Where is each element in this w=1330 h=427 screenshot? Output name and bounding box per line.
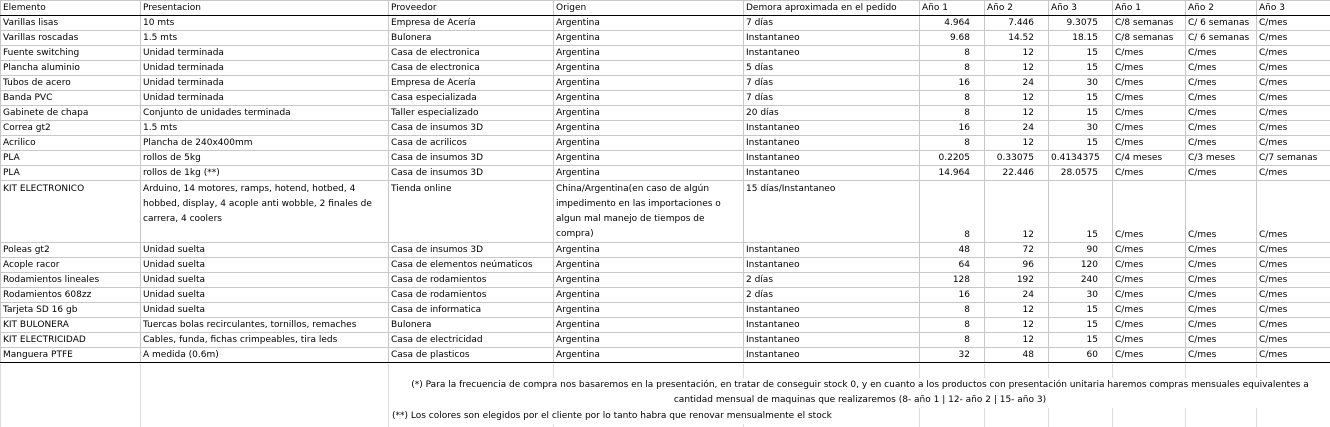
cell-freq-year1[interactable]: C/mes — [1113, 303, 1186, 318]
cell-qty-year2[interactable]: 7.446 — [985, 16, 1049, 31]
cell-qty-year3[interactable]: 15 — [1049, 46, 1113, 61]
cell-demora[interactable]: 15 días/Instantaneo — [744, 181, 920, 243]
cell-elemento[interactable]: Plancha aluminio — [1, 61, 141, 76]
cell-freq-year1[interactable]: C/mes — [1113, 243, 1186, 258]
cell-proveedor[interactable]: Tienda online — [389, 181, 554, 243]
cell-proveedor[interactable]: Casa de electricidad — [389, 333, 554, 348]
cell-proveedor[interactable]: Taller especializado — [389, 106, 554, 121]
cell-freq-year3[interactable]: C/mes — [1257, 106, 1330, 121]
header-cell[interactable]: Elemento — [1, 1, 141, 16]
cell-qty-year3[interactable]: 60 — [1049, 348, 1113, 363]
cell-elemento[interactable]: KIT ELECTRONICO — [1, 181, 141, 243]
cell-elemento[interactable]: Gabinete de chapa — [1, 106, 141, 121]
header-cell[interactable]: Año 3 — [1049, 1, 1113, 16]
cell-qty-year2[interactable]: 12 — [985, 61, 1049, 76]
cell-demora[interactable]: 7 días — [744, 16, 920, 31]
cell-presentacion[interactable]: 1.5 mts — [141, 31, 389, 46]
table-row — [1, 318, 1330, 333]
cell-origen[interactable]: Argentina — [554, 258, 744, 273]
table-row — [1, 31, 1330, 46]
cell-freq-year3[interactable]: C/mes — [1257, 16, 1330, 31]
cell-qty-year1[interactable]: 8 — [920, 106, 985, 121]
cell-qty-year1[interactable]: 16 — [920, 121, 985, 136]
cell-freq-year3[interactable]: C/mes — [1257, 166, 1330, 181]
cell-freq-year3[interactable]: C/mes — [1257, 348, 1330, 363]
cell-qty-year3[interactable]: 0.4134375 — [1049, 151, 1113, 166]
table-row — [1, 106, 1330, 121]
cell-origen[interactable]: Argentina — [554, 91, 744, 106]
cell-elemento[interactable]: Acople racor — [1, 258, 141, 273]
cell-freq-year2[interactable]: C/mes — [1186, 303, 1257, 318]
header-cell[interactable]: Año 1 — [1113, 1, 1186, 16]
cell-qty-year1[interactable]: 16 — [920, 76, 985, 91]
cell-freq-year3[interactable]: C/mes — [1257, 273, 1330, 288]
cell-presentacion[interactable]: Unidad terminada — [141, 76, 389, 91]
cell-origen[interactable]: Argentina — [554, 273, 744, 288]
cell-presentacion[interactable]: Cables, funda, fichas crimpeables, tira leds — [141, 333, 389, 348]
cell-freq-year2[interactable]: C/mes — [1186, 273, 1257, 288]
cell-freq-year3[interactable]: C/mes — [1257, 61, 1330, 76]
cell-freq-year2[interactable]: C/mes — [1186, 136, 1257, 151]
cell-elemento[interactable]: Rodamientos lineales — [1, 273, 141, 288]
cell-demora[interactable]: 7 días — [744, 91, 920, 106]
cell-freq-year1[interactable]: C/mes — [1113, 258, 1186, 273]
cell-origen[interactable]: Argentina — [554, 136, 744, 151]
footnote-purchase-frequency: (*) Para la frecuencia de compra nos basaremos en la presentación, en tratar de conseguir stock 0, y en cuanto a los productos con presentación unitaria haremos compras mensuales equivalentes a cantidad mensual de maquinas que realizaremos (8- año 1 | 12- año 2 | 15- año 3) — [395, 378, 1325, 408]
cell-origen[interactable]: Argentina — [554, 76, 744, 91]
cell-freq-year1[interactable]: C/mes — [1113, 273, 1186, 288]
cell-freq-year3[interactable]: C/mes — [1257, 181, 1330, 243]
table-row — [1, 333, 1330, 348]
cell-demora[interactable]: 2 días — [744, 288, 920, 303]
cell-presentacion[interactable]: Plancha de 240x400mm — [141, 136, 389, 151]
cell-proveedor[interactable]: Empresa de Acería — [389, 76, 554, 91]
cell-freq-year3[interactable]: C/mes — [1257, 243, 1330, 258]
cell-qty-year1[interactable]: 32 — [920, 348, 985, 363]
cell-freq-year2[interactable]: C/mes — [1186, 258, 1257, 273]
cell-qty-year3[interactable]: 30 — [1049, 76, 1113, 91]
cell-elemento[interactable]: Correa gt2 — [1, 121, 141, 136]
cell-freq-year3[interactable]: C/mes — [1257, 46, 1330, 61]
cell-presentacion[interactable]: Unidad terminada — [141, 91, 389, 106]
cell-demora[interactable]: Instantaneo — [744, 46, 920, 61]
cell-qty-year1[interactable]: 8 — [920, 318, 985, 333]
cell-freq-year2[interactable]: C/mes — [1186, 121, 1257, 136]
cell-proveedor[interactable]: Casa de insumos 3D — [389, 121, 554, 136]
cell-qty-year1[interactable]: 0.2205 — [920, 151, 985, 166]
cell-proveedor[interactable]: Casa de acrilicos — [389, 136, 554, 151]
cell-freq-year1[interactable]: C/mes — [1113, 166, 1186, 181]
table-row — [1, 121, 1330, 136]
cell-presentacion[interactable]: Tuercas bolas recirculantes, tornillos, remaches — [141, 318, 389, 333]
cell-qty-year1[interactable]: 16 — [920, 288, 985, 303]
cell-qty-year3[interactable]: 15 — [1049, 303, 1113, 318]
cell-qty-year2[interactable]: 96 — [985, 258, 1049, 273]
cell-freq-year3[interactable]: C/mes — [1257, 121, 1330, 136]
cell-freq-year1[interactable]: C/mes — [1113, 46, 1186, 61]
cell-qty-year3[interactable]: 15 — [1049, 136, 1113, 151]
cell-demora[interactable]: Instantaneo — [744, 318, 920, 333]
cell-elemento[interactable]: Tarjeta SD 16 gb — [1, 303, 141, 318]
cell-qty-year3[interactable]: 28.0575 — [1049, 166, 1113, 181]
cell-freq-year3[interactable]: C/mes — [1257, 258, 1330, 273]
cell-presentacion[interactable]: rollos de 1kg (**) — [141, 166, 389, 181]
cell-qty-year1[interactable]: 14.964 — [920, 166, 985, 181]
cell-qty-year1[interactable]: 8 — [920, 91, 985, 106]
cell-freq-year1[interactable]: C/8 semanas — [1113, 16, 1186, 31]
table-row — [1, 91, 1330, 106]
cell-qty-year3[interactable]: 15 — [1049, 318, 1113, 333]
cell-qty-year2[interactable]: 24 — [985, 288, 1049, 303]
footnote-colors: (**) Los colores son elegidos por el cliente por lo tanto habra que renovar mensualmente el stock — [392, 409, 832, 424]
cell-origen[interactable]: Argentina — [554, 303, 744, 318]
cell-elemento[interactable]: Rodamientos 608zz — [1, 288, 141, 303]
cell-origen[interactable]: Argentina — [554, 121, 744, 136]
cell-demora[interactable]: Instantaneo — [744, 31, 920, 46]
cell-origen[interactable]: Argentina — [554, 243, 744, 258]
cell-origen[interactable]: Argentina — [554, 31, 744, 46]
cell-freq-year2[interactable]: C/3 meses — [1186, 151, 1257, 166]
cell-proveedor[interactable]: Casa de plasticos — [389, 348, 554, 363]
header-cell[interactable]: Año 2 — [1186, 1, 1257, 16]
cell-freq-year3[interactable]: C/mes — [1257, 76, 1330, 91]
cell-qty-year3[interactable]: 18.15 — [1049, 31, 1113, 46]
cell-presentacion[interactable]: Unidad suelta — [141, 243, 389, 258]
cell-freq-year2[interactable]: C/ 6 semanas — [1186, 31, 1257, 46]
cell-qty-year1[interactable]: 8 — [920, 61, 985, 76]
cell-freq-year2[interactable]: C/mes — [1186, 46, 1257, 61]
cell-qty-year2[interactable]: 48 — [985, 348, 1049, 363]
cell-qty-year1[interactable]: 8 — [920, 303, 985, 318]
cell-qty-year3[interactable]: 9.3075 — [1049, 16, 1113, 31]
cell-freq-year3[interactable]: C/mes — [1257, 303, 1330, 318]
cell-freq-year3[interactable]: C/mes — [1257, 333, 1330, 348]
header-cell[interactable]: Año 2 — [985, 1, 1049, 16]
cell-elemento[interactable]: Varillas lisas — [1, 16, 141, 31]
table-body — [1, 1, 1330, 363]
cell-freq-year3[interactable]: C/mes — [1257, 91, 1330, 106]
cell-qty-year2[interactable]: 12 — [985, 136, 1049, 151]
cell-freq-year2[interactable]: C/mes — [1186, 106, 1257, 121]
table-row — [1, 76, 1330, 91]
cell-freq-year2[interactable]: C/mes — [1186, 76, 1257, 91]
cell-qty-year2[interactable]: 12 — [985, 303, 1049, 318]
cell-freq-year1[interactable]: C/mes — [1113, 76, 1186, 91]
table-row — [1, 136, 1330, 151]
cell-qty-year1[interactable]: 128 — [920, 273, 985, 288]
cell-proveedor[interactable]: Casa de rodamientos — [389, 273, 554, 288]
cell-elemento[interactable]: Acrilico — [1, 136, 141, 151]
cell-qty-year3[interactable]: 15 — [1049, 181, 1113, 243]
cell-presentacion[interactable]: Unidad suelta — [141, 273, 389, 288]
cell-qty-year1[interactable]: 8 — [920, 181, 985, 243]
cell-freq-year1[interactable]: C/mes — [1113, 91, 1186, 106]
cell-freq-year2[interactable]: C/mes — [1186, 61, 1257, 76]
cell-proveedor[interactable]: Casa de electronica — [389, 46, 554, 61]
cell-proveedor[interactable]: Casa de electronica — [389, 61, 554, 76]
cell-qty-year1[interactable]: 4.964 — [920, 16, 985, 31]
cell-elemento[interactable]: Poleas gt2 — [1, 243, 141, 258]
cell-qty-year2[interactable]: 12 — [985, 333, 1049, 348]
cell-qty-year2[interactable]: 12 — [985, 91, 1049, 106]
cell-qty-year2[interactable]: 12 — [985, 106, 1049, 121]
cell-freq-year3[interactable]: C/mes — [1257, 136, 1330, 151]
cell-qty-year2[interactable]: 0.33075 — [985, 151, 1049, 166]
cell-presentacion[interactable]: Unidad terminada — [141, 46, 389, 61]
cell-proveedor[interactable]: Bulonera — [389, 318, 554, 333]
cell-elemento[interactable]: Manguera PTFE — [1, 348, 141, 363]
cell-demora[interactable]: Instantaneo — [744, 151, 920, 166]
cell-presentacion[interactable]: 1.5 mts — [141, 121, 389, 136]
header-cell[interactable]: Año 3 — [1257, 1, 1330, 16]
cell-freq-year2[interactable]: C/mes — [1186, 288, 1257, 303]
cell-freq-year2[interactable]: C/mes — [1186, 333, 1257, 348]
cell-qty-year2[interactable]: 22.446 — [985, 166, 1049, 181]
cell-presentacion[interactable]: Unidad terminada — [141, 61, 389, 76]
cell-proveedor[interactable]: Casa de informatica — [389, 303, 554, 318]
cell-demora[interactable]: Instantaneo — [744, 121, 920, 136]
cell-freq-year1[interactable]: C/mes — [1113, 121, 1186, 136]
cell-freq-year1[interactable]: C/mes — [1113, 333, 1186, 348]
table-row — [1, 181, 1330, 243]
cell-qty-year2[interactable]: 72 — [985, 243, 1049, 258]
cell-origen[interactable]: Argentina — [554, 288, 744, 303]
cell-proveedor[interactable]: Casa especializada — [389, 91, 554, 106]
cell-qty-year3[interactable]: 15 — [1049, 106, 1113, 121]
cell-freq-year3[interactable]: C/7 semanas — [1257, 151, 1330, 166]
cell-freq-year1[interactable]: C/mes — [1113, 106, 1186, 121]
cell-proveedor[interactable]: Casa de insumos 3D — [389, 151, 554, 166]
cell-qty-year1[interactable]: 8 — [920, 333, 985, 348]
cell-freq-year1[interactable]: C/mes — [1113, 288, 1186, 303]
cell-origen[interactable]: Argentina — [554, 61, 744, 76]
cell-presentacion[interactable]: Conjunto de unidades terminada — [141, 106, 389, 121]
table-row — [1, 303, 1330, 318]
header-row — [1, 1, 1330, 16]
cell-origen[interactable]: China/Argentina(en caso de algún impedimento en las importaciones o algun mal manejo de tiempos de compra) — [554, 181, 744, 243]
cell-qty-year3[interactable]: 120 — [1049, 258, 1113, 273]
cell-elemento[interactable]: PLA — [1, 151, 141, 166]
cell-qty-year2[interactable]: 24 — [985, 76, 1049, 91]
cell-presentacion[interactable]: 10 mts — [141, 16, 389, 31]
cell-elemento[interactable]: Fuente switching — [1, 46, 141, 61]
cell-presentacion[interactable]: rollos de 5kg — [141, 151, 389, 166]
cell-proveedor[interactable]: Casa de insumos 3D — [389, 243, 554, 258]
cell-presentacion[interactable]: A medida (0.6m) — [141, 348, 389, 363]
table-row — [1, 61, 1330, 76]
header-cell[interactable]: Año 1 — [920, 1, 985, 16]
cell-elemento[interactable]: Varillas roscadas — [1, 31, 141, 46]
cell-qty-year3[interactable]: 15 — [1049, 333, 1113, 348]
cell-qty-year3[interactable]: 240 — [1049, 273, 1113, 288]
cell-presentacion[interactable]: Arduino, 14 motores, ramps, hotend, hotbed, 4 hobbed, display, 4 acople anti wobble, 2 finales de carrera, 4 coolers — [141, 181, 389, 243]
table-row — [1, 273, 1330, 288]
cell-freq-year2[interactable]: C/mes — [1186, 181, 1257, 243]
cell-elemento[interactable]: KIT BULONERA — [1, 318, 141, 333]
header-cell[interactable]: Proveedor — [389, 1, 554, 16]
header-cell[interactable]: Demora aproximada en el pedido — [744, 1, 920, 16]
cell-elemento[interactable]: Tubos de acero — [1, 76, 141, 91]
table-row — [1, 16, 1330, 31]
cell-origen[interactable]: Argentina — [554, 333, 744, 348]
cell-freq-year3[interactable]: C/mes — [1257, 318, 1330, 333]
cell-qty-year2[interactable]: 12 — [985, 318, 1049, 333]
cell-qty-year1[interactable]: 48 — [920, 243, 985, 258]
cell-qty-year2[interactable]: 12 — [985, 181, 1049, 243]
cell-proveedor[interactable]: Empresa de Acería — [389, 16, 554, 31]
cell-freq-year2[interactable]: C/mes — [1186, 243, 1257, 258]
cell-freq-year1[interactable]: C/mes — [1113, 318, 1186, 333]
cell-origen[interactable]: Argentina — [554, 318, 744, 333]
cell-demora[interactable]: Instantaneo — [744, 303, 920, 318]
cell-qty-year3[interactable]: 90 — [1049, 243, 1113, 258]
cell-elemento[interactable]: PLA — [1, 166, 141, 181]
table-row — [1, 166, 1330, 181]
cell-freq-year1[interactable]: C/mes — [1113, 61, 1186, 76]
cell-qty-year2[interactable]: 14.52 — [985, 31, 1049, 46]
cell-demora[interactable]: 5 días — [744, 61, 920, 76]
cell-demora[interactable]: 20 días — [744, 106, 920, 121]
table-row — [1, 258, 1330, 273]
cell-demora[interactable]: Instantaneo — [744, 348, 920, 363]
cell-presentacion[interactable]: Unidad suelta — [141, 288, 389, 303]
cell-freq-year3[interactable]: C/mes — [1257, 288, 1330, 303]
cell-qty-year2[interactable]: 24 — [985, 121, 1049, 136]
table-row — [1, 46, 1330, 61]
cell-demora[interactable]: Instantaneo — [744, 243, 920, 258]
table-row — [1, 151, 1330, 166]
cell-demora[interactable]: 7 días — [744, 76, 920, 91]
header-cell[interactable]: Origen — [554, 1, 744, 16]
cell-origen[interactable]: Argentina — [554, 106, 744, 121]
cell-qty-year3[interactable]: 15 — [1049, 61, 1113, 76]
cell-demora[interactable]: 2 días — [744, 273, 920, 288]
cell-demora[interactable]: Instantaneo — [744, 166, 920, 181]
cell-proveedor[interactable]: Casa de insumos 3D — [389, 166, 554, 181]
notes-area — [0, 364, 1330, 427]
cell-origen[interactable]: Argentina — [554, 46, 744, 61]
cell-freq-year1[interactable]: C/mes — [1113, 136, 1186, 151]
cell-freq-year1[interactable]: C/4 meses — [1113, 151, 1186, 166]
cell-elemento[interactable]: Banda PVC — [1, 91, 141, 106]
cell-qty-year3[interactable]: 30 — [1049, 288, 1113, 303]
table-row — [1, 348, 1330, 363]
cell-presentacion[interactable]: Unidad suelta — [141, 303, 389, 318]
cell-origen[interactable]: Argentina — [554, 166, 744, 181]
cell-freq-year2[interactable]: C/mes — [1186, 166, 1257, 181]
cell-freq-year2[interactable]: C/mes — [1186, 91, 1257, 106]
cell-qty-year1[interactable]: 9.68 — [920, 31, 985, 46]
cell-qty-year2[interactable]: 192 — [985, 273, 1049, 288]
header-cell[interactable]: Presentacion — [141, 1, 389, 16]
table-row — [1, 288, 1330, 303]
cell-elemento[interactable]: KIT ELECTRICIDAD — [1, 333, 141, 348]
cell-freq-year1[interactable]: C/mes — [1113, 181, 1186, 243]
cell-origen[interactable]: Argentina — [554, 151, 744, 166]
cell-demora[interactable]: Instantaneo — [744, 333, 920, 348]
cell-proveedor[interactable]: Bulonera — [389, 31, 554, 46]
cell-presentacion[interactable]: Unidad suelta — [141, 258, 389, 273]
table-row — [1, 243, 1330, 258]
cell-origen[interactable]: Argentina — [554, 16, 744, 31]
cell-qty-year3[interactable]: 30 — [1049, 121, 1113, 136]
cell-freq-year2[interactable]: C/ 6 semanas — [1186, 16, 1257, 31]
cell-freq-year1[interactable]: C/mes — [1113, 348, 1186, 363]
cell-demora[interactable]: Instantaneo — [744, 258, 920, 273]
cell-origen[interactable]: Argentina — [554, 348, 744, 363]
cell-qty-year2[interactable]: 12 — [985, 46, 1049, 61]
cell-qty-year1[interactable]: 64 — [920, 258, 985, 273]
cell-qty-year3[interactable]: 15 — [1049, 91, 1113, 106]
cell-freq-year2[interactable]: C/mes — [1186, 318, 1257, 333]
cell-proveedor[interactable]: Casa de rodamientos — [389, 288, 554, 303]
cell-demora[interactable]: Instantaneo — [744, 136, 920, 151]
cell-proveedor[interactable]: Casa de elementos neúmaticos — [389, 258, 554, 273]
cell-freq-year2[interactable]: C/mes — [1186, 348, 1257, 363]
cell-freq-year1[interactable]: C/8 semanas — [1113, 31, 1186, 46]
cell-freq-year3[interactable]: C/mes — [1257, 31, 1330, 46]
cell-qty-year1[interactable]: 8 — [920, 46, 985, 61]
cell-qty-year1[interactable]: 8 — [920, 136, 985, 151]
